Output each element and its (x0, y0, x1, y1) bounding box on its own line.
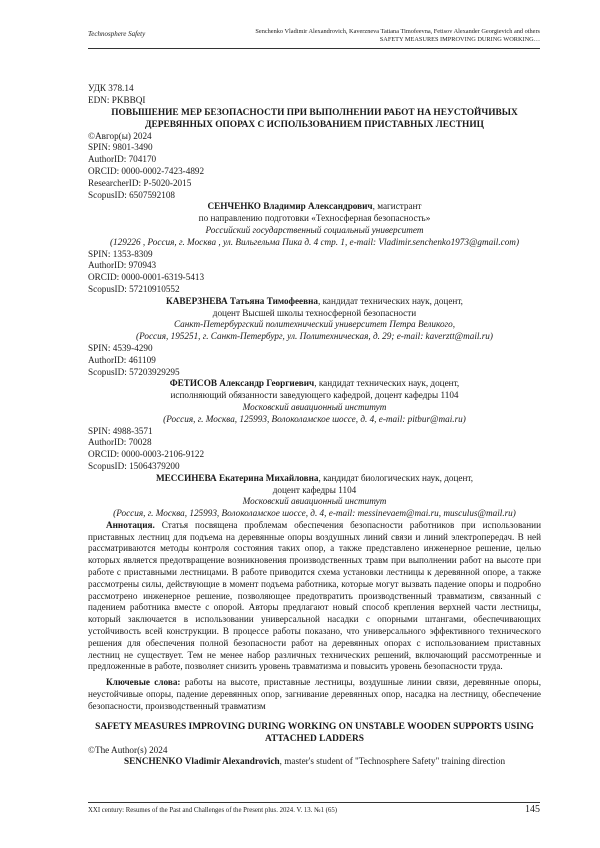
author3-id: ScopusID: 57203929295 (88, 366, 180, 377)
running-header (255, 28, 540, 44)
title-line: ДЕРЕВЯННЫХ ОПОРАХ С ИСПОЛЬЗОВАНИЕМ ПРИСТАВНЫХ ЛЕСТНИЦ (145, 119, 484, 130)
copyright-ru: ©Авгор(ы) 2024 (88, 130, 152, 141)
author2-role: , кандидат технических наук, доцент, (317, 295, 463, 306)
author2-id: ORCID: 0000-0001-6319-5413 (88, 272, 205, 283)
footer-journal: XXI century: Resumes of the Past and Challenges of the Present plus. 2024. V. 13. №1 (65) (88, 807, 337, 814)
author1-en-heading (88, 756, 541, 768)
author2-id: AuthorID: 970943 (88, 260, 157, 271)
author4-org: Московский авиационный институт (242, 496, 387, 507)
author1-en-role: , master's student of "Technosphere Safety" training direction (279, 756, 506, 767)
keywords (88, 677, 541, 712)
footer-divider (88, 802, 540, 803)
udk: УДК 378.14 (88, 83, 134, 93)
title-line: ATTACHED LADDERS (265, 733, 364, 744)
author1-en-name: SENCHENKO Vladimir Alexandrovich (123, 756, 280, 767)
author1-id: SPIN: 9801-3490 (88, 142, 153, 153)
keywords-label: Ключевые слова: (106, 677, 181, 688)
edn: EDN: PKBBQI (88, 94, 146, 105)
abstract (88, 520, 541, 673)
author4-name: МЕССИНЕВА Екатерина Михайловна (156, 472, 319, 483)
author1-address: (129226 , Россия, г. Москва , ул. Вильгельма Пика д. 4 стр. 1, e-mail: Vladimir.senchenko1973@gmail.com) (109, 236, 519, 247)
keywords-text: работы на высоте, приставные лестницы, воздушные линии связи, деревянные опоры, неустойчивые опоры, падение деревянных опор, загнивание деревянных опор, насадка на лестницу, обеспечение безопасности, производственный травматизм (88, 677, 542, 711)
author4-address: (Россия, г. Москва, 125993, Волоколамское шоссе, д. 4, e-mail: messinevaem@mai.ru, musculus@mail.ru) (113, 508, 516, 519)
abstract-label: Аннотация. (106, 519, 155, 530)
article-title-ru (88, 107, 541, 131)
title-line: SAFETY MEASURES IMPROVING DURING WORKING ON UNSTABLE WOODEN SUPPORTS USING (95, 721, 534, 732)
author4-id: ScopusID: 15064379200 (88, 460, 180, 471)
author1-role2: по направлению подготовки «Техносферная безопасность» (198, 213, 431, 224)
running-authors: Senchenko Vladimir Alexandrovich, Kaverzneva Tatiana Timofeevna, Fetisov Alexander Georgievich and others (255, 28, 540, 35)
author2-id: SPIN: 1353-8309 (88, 248, 153, 259)
author2-id: ScopusID: 57210910552 (88, 283, 180, 294)
author4-role: , кандидат биологических наук, доцент, (318, 472, 473, 483)
author3-role2: исполняющий обязанности заведующего кафедрой, доцент кафедры 1104 (170, 390, 459, 401)
header-divider (88, 48, 540, 49)
article-title-en (88, 721, 541, 745)
author1-heading (88, 201, 541, 213)
page-number: 145 (525, 804, 540, 815)
author2-name: КАВЕРЗНЕВА Татьяна Тимофеевна (166, 295, 318, 306)
author3-org: Московский авиационный институт (242, 401, 387, 412)
author3-heading (88, 378, 541, 390)
article-body (88, 83, 541, 768)
author4-id: AuthorID: 70028 (88, 437, 152, 448)
author3-name: ФЕТИСОВ Александр Георгиевич (169, 378, 315, 389)
author4-heading (88, 473, 541, 485)
author2-heading (88, 296, 541, 308)
author2-org: Санкт-Петербургский политехнический университет Петра Великого, (173, 319, 456, 330)
author2-role2: доцент Высшей школы техносферной безопасности (212, 307, 417, 318)
author3-id: SPIN: 4539-4290 (88, 342, 153, 353)
journal-name: Technosphere Safety (88, 30, 146, 38)
author4-id: ORCID: 0000-0003-2106-9122 (88, 449, 205, 460)
author2-address: (Россия, 195251, г. Санкт-Петербург, ул. Политехническая, д. 29; e-mail: kaverztt@mail.ru) (136, 331, 493, 342)
author3-id: AuthorID: 461109 (88, 354, 156, 365)
abstract-text: Статья посвящена проблемам обеспечения безопасности работников при использовании приставных лестниц для подъема на деревянные опоры воздушных линий связи и линий электропередач. В ней рассматриваются методы контроля состояния таких опор, а также представлено инженерное решение, целью которых является предотвращение возникновения производственных травм при выполнении работ на высоте при работе с приставными лестницами. В работе приводится схема установки лестницы к деревянной опоре, а также рассмотрены силы, действующие в момент подъема работника, которые могут вызвать падение опоры и подробно рассмотрено инженерное решение, позволяющее предотвратить производственный травматизм, связанный с падением работника вместе с опорой. Авторы предлагают новый способ крепления верхней части лестницы, который заключается в использовании универсальной насадки с опорными штангами, обеспечивающих устойчивость всей конструкции. В процессе работы показано, что универсального эффективного технического решения для обеспечения полной безопасности работ на деревянных опорах с использованием приставных лестниц не существует. Тем не менее набор различных технических решений, включающий рассмотренные и предложенные в работе, позволяет снизить уровень травматизма и повысить уровень безопасности труда. (88, 519, 541, 672)
author1-id: AuthorID: 704170 (88, 154, 157, 165)
copyright-en: ©The Author(s) 2024 (88, 744, 168, 755)
author4-id: SPIN: 4988-3571 (88, 425, 153, 436)
author1-org: Российский государственный социальный университет (205, 224, 424, 235)
author1-role: , магистрант (372, 201, 422, 212)
running-title: SAFETY MEASURES IMPROVING DURING WORKING… (379, 36, 540, 43)
author3-role: , кандидат технических наук, доцент, (314, 378, 460, 389)
title-line: ПОВЫШЕНИЕ МЕР БЕЗОПАСНОСТИ ПРИ ВЫПОЛНЕНИИ РАБОТ НА НЕУСТОЙЧИВЫХ (111, 107, 518, 118)
author3-address: (Россия, г. Москва, 125993, Волоколамское шоссе, д. 4, e-mail: pitbur@mai.ru) (163, 413, 466, 424)
author4-role2: доцент кафедры 1104 (272, 484, 357, 495)
author1-id: ORCID: 0000-0002-7423-4892 (88, 165, 205, 176)
author1-id: ResearcherID: P-5020-2015 (88, 177, 192, 188)
author1-name: СЕНЧЕНКО Владимир Александрович (207, 201, 373, 212)
author1-id: ScopusID: 6507592108 (88, 189, 176, 200)
